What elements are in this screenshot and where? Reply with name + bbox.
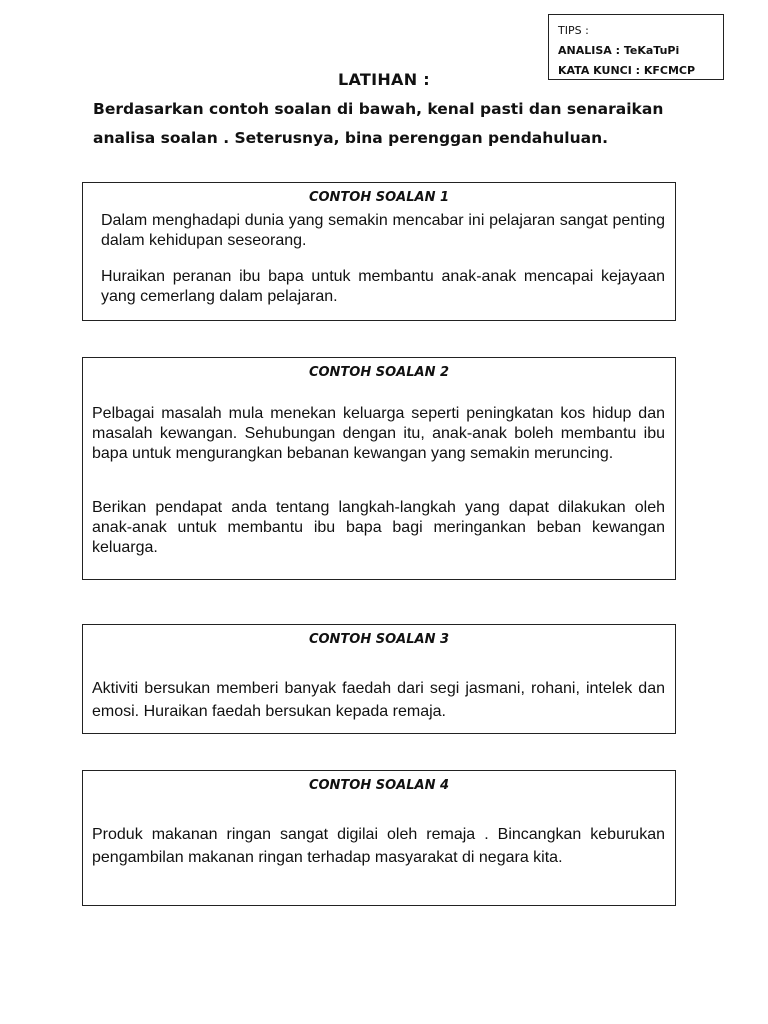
tips-kata-kunci: KATA KUNCI : KFCMCP [558, 64, 696, 77]
instruction-text: Berdasarkan contoh soalan di bawah, kenal pasti dan senaraikan analisa soalan . Seterusnya, bina perenggan pendahuluan. [93, 100, 664, 147]
question-box-4 [82, 770, 676, 906]
question-3-paragraph-1: Aktiviti bersukan memberi banyak faedah dari segi jasmani, rohani, intelek dan emosi. Huraikan faedah bersukan kepada remaja. [92, 680, 665, 720]
question-title-2: CONTOH SOALAN 2 [308, 365, 450, 380]
page-title: LATIHAN : [337, 70, 431, 89]
question-1-paragraph-2: Huraikan peranan ibu bapa untuk membantu anak-anak mencapai kejayaan yang cemerlang dalam pelajaran. [101, 268, 665, 305]
question-title-4: CONTOH SOALAN 4 [308, 778, 450, 793]
question-box-3 [82, 624, 676, 734]
tips-analisa: ANALISA : TeKaTuPi [558, 44, 680, 57]
tips-heading: TIPS : [558, 24, 589, 37]
question-box-2 [82, 357, 676, 580]
question-2-paragraph-1: Pelbagai masalah mula menekan keluarga seperti peningkatan kos hidup dan masalah kewangan. Sehubungan dengan itu, anak-anak boleh membantu ibu bapa untuk mengurangkan bebanan kewangan yang semakin meruncing. [92, 405, 665, 462]
question-title-3: CONTOH SOALAN 3 [308, 632, 450, 647]
question-4-paragraph-1: Produk makanan ringan sangat digilai oleh remaja . Bincangkan keburukan pengambilan makanan ringan terhadap masyarakat di negara kita. [92, 826, 665, 866]
question-2-paragraph-2: Berikan pendapat anda tentang langkah-langkah yang dapat dilakukan oleh anak-anak untuk membantu ibu bapa bagi meringankan beban kewangan keluarga. [92, 499, 665, 556]
question-1-paragraph-1: Dalam menghadapi dunia yang semakin mencabar ini pelajaran sangat penting dalam kehidupan seseorang. [101, 212, 665, 249]
question-title-1: CONTOH SOALAN 1 [308, 190, 450, 205]
question-box-1 [82, 182, 676, 321]
